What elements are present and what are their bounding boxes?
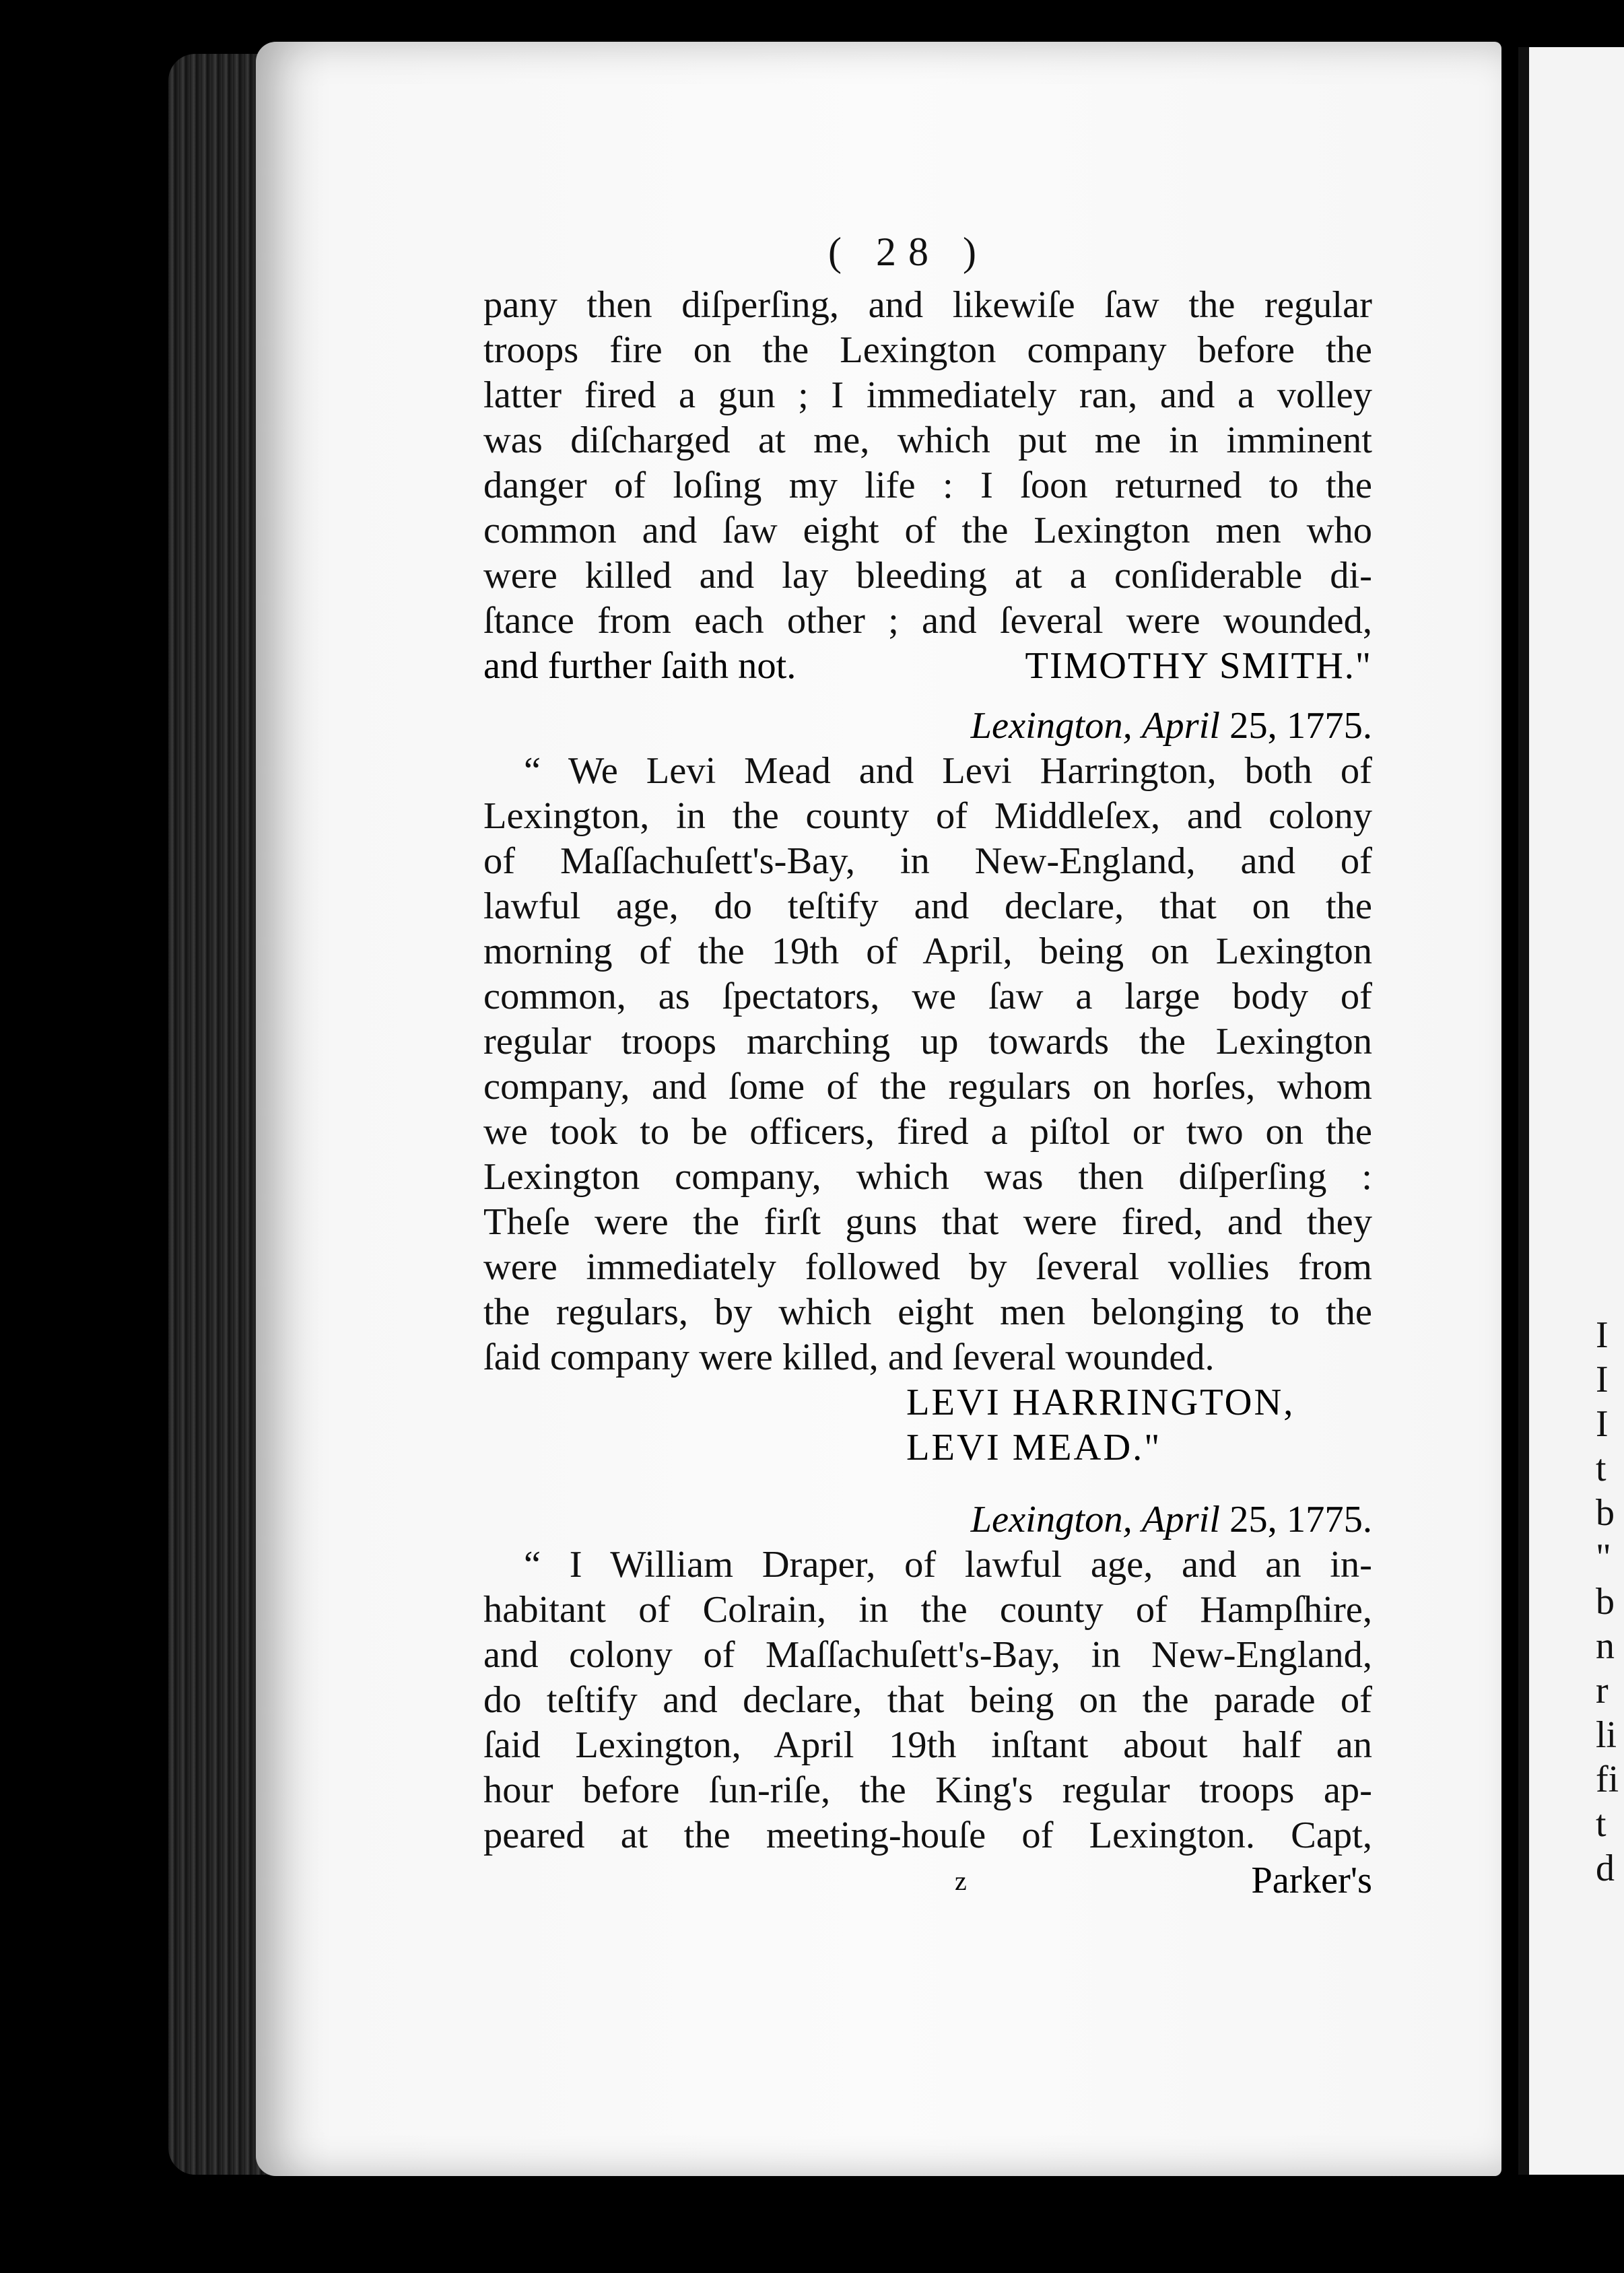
catchword: Parker's xyxy=(1251,1860,1372,1901)
dateline-place: Lexington, xyxy=(970,705,1132,747)
facing-page-letter: I xyxy=(1596,1403,1609,1445)
facing-page-letter: t xyxy=(1596,1803,1606,1845)
facing-page-letter: li xyxy=(1596,1714,1617,1756)
dateline-month: April xyxy=(1141,705,1220,747)
facing-page-letter: b xyxy=(1596,1581,1615,1623)
text-line: regular troops marching up towards the Lexington xyxy=(483,1021,1372,1062)
signature-mark: z xyxy=(955,1866,967,1896)
facing-page-letter: d xyxy=(1596,1847,1615,1889)
dateline-date: 25, 1775. xyxy=(1220,705,1372,747)
text-line: “ We Levi Mead and Levi Harrington, both of xyxy=(524,750,1372,792)
page-footer xyxy=(483,1858,1372,1903)
facing-page-letter: fi xyxy=(1596,1759,1619,1800)
text-line: “ I William Draper, of lawful age, and an in- xyxy=(524,1544,1372,1586)
text-line: habitant of Colrain, in the county of Hampſhire, xyxy=(483,1589,1372,1631)
closing-line xyxy=(483,644,1372,689)
text-line: and colony of Maſſachuſett's-Bay, in New-England, xyxy=(483,1634,1372,1676)
text-line: was diſcharged at me, which put me in imminent xyxy=(483,419,1372,461)
text-line: were immediately followed by ſeveral vollies from xyxy=(483,1246,1372,1288)
text-line: danger of loſing my life : I ſoon returned to the xyxy=(483,465,1372,506)
dateline xyxy=(483,1497,1372,1542)
text-line: company, and ſome of the regulars on horſes, whom xyxy=(483,1066,1372,1108)
dateline-date: 25, 1775. xyxy=(1220,1499,1372,1540)
deposition-3 xyxy=(483,1542,1372,1858)
dateline xyxy=(483,704,1372,749)
page-number: ( 28 ) xyxy=(828,230,988,274)
text-line: Lexington, in the county of Middleſex, and colony xyxy=(483,795,1372,837)
signature-levi-mead: LEVI MEAD." xyxy=(906,1427,1162,1468)
text-line: lawful age, do teſtify and declare, that on the xyxy=(483,885,1372,927)
facing-page-letter: n xyxy=(1596,1625,1615,1667)
text-line: common, as ſpectators, we ſaw a large body of xyxy=(483,976,1372,1017)
facing-page-letter: I xyxy=(1596,1314,1609,1356)
facing-page-letter: t xyxy=(1596,1448,1606,1489)
closing-text: and further ſaith not. xyxy=(483,645,797,687)
text-line: morning of the 19th of April, being on Lexington xyxy=(483,930,1372,972)
text-line: do teſtify and declare, that being on the parade of xyxy=(483,1679,1372,1721)
text-line: common and ſaw eight of the Lexington men who xyxy=(483,510,1372,551)
dateline-month: April xyxy=(1141,1499,1220,1540)
page-text xyxy=(483,283,1372,1903)
text-line: ſtance from each other ; and ſeveral were wounded, xyxy=(483,600,1372,642)
text-line: Lexington company, which was then diſperſing : xyxy=(483,1156,1372,1198)
text-line: Theſe were the firſt guns that were fired, and they xyxy=(483,1201,1372,1243)
text-line: peared at the meeting-houſe of Lexington. Capt, xyxy=(483,1814,1372,1856)
signature-timothy-smith: TIMOTHY SMITH." xyxy=(1025,645,1372,687)
text-line: were killed and lay bleeding at a conſiderable di- xyxy=(483,555,1372,597)
text-line: ſaid Lexington, April 19th inſtant about half an xyxy=(483,1724,1372,1766)
dateline-place: Lexington, xyxy=(970,1499,1132,1540)
facing-page-letter: I xyxy=(1596,1359,1609,1400)
text-line: the regulars, by which eight men belonging to the xyxy=(483,1291,1372,1333)
facing-page-letter: r xyxy=(1596,1670,1609,1711)
text-line: latter fired a gun ; I immediately ran, and a volley xyxy=(483,374,1372,416)
text-line: we took to be officers, fired a piſtol or two on the xyxy=(483,1111,1372,1153)
signature-levi-harrington: LEVI HARRINGTON, xyxy=(906,1382,1295,1423)
deposition-1-continuation xyxy=(483,283,1372,689)
facing-page-letter: b xyxy=(1596,1492,1615,1534)
text-line: of Maſſachuſett's-Bay, in New-England, and of xyxy=(483,840,1372,882)
text-line: pany then diſperſing, and likewiſe ſaw the regular xyxy=(483,284,1372,326)
deposition-2 xyxy=(483,749,1372,1470)
facing-page-letters xyxy=(1596,1313,1619,1891)
text-line: ſaid company were killed, and ſeveral wounded. xyxy=(483,1336,1215,1378)
text-line: hour before ſun-riſe, the King's regular troops ap- xyxy=(483,1769,1372,1811)
text-line: troops fire on the Lexington company before the xyxy=(483,329,1372,371)
facing-page-letter: " xyxy=(1596,1536,1611,1578)
